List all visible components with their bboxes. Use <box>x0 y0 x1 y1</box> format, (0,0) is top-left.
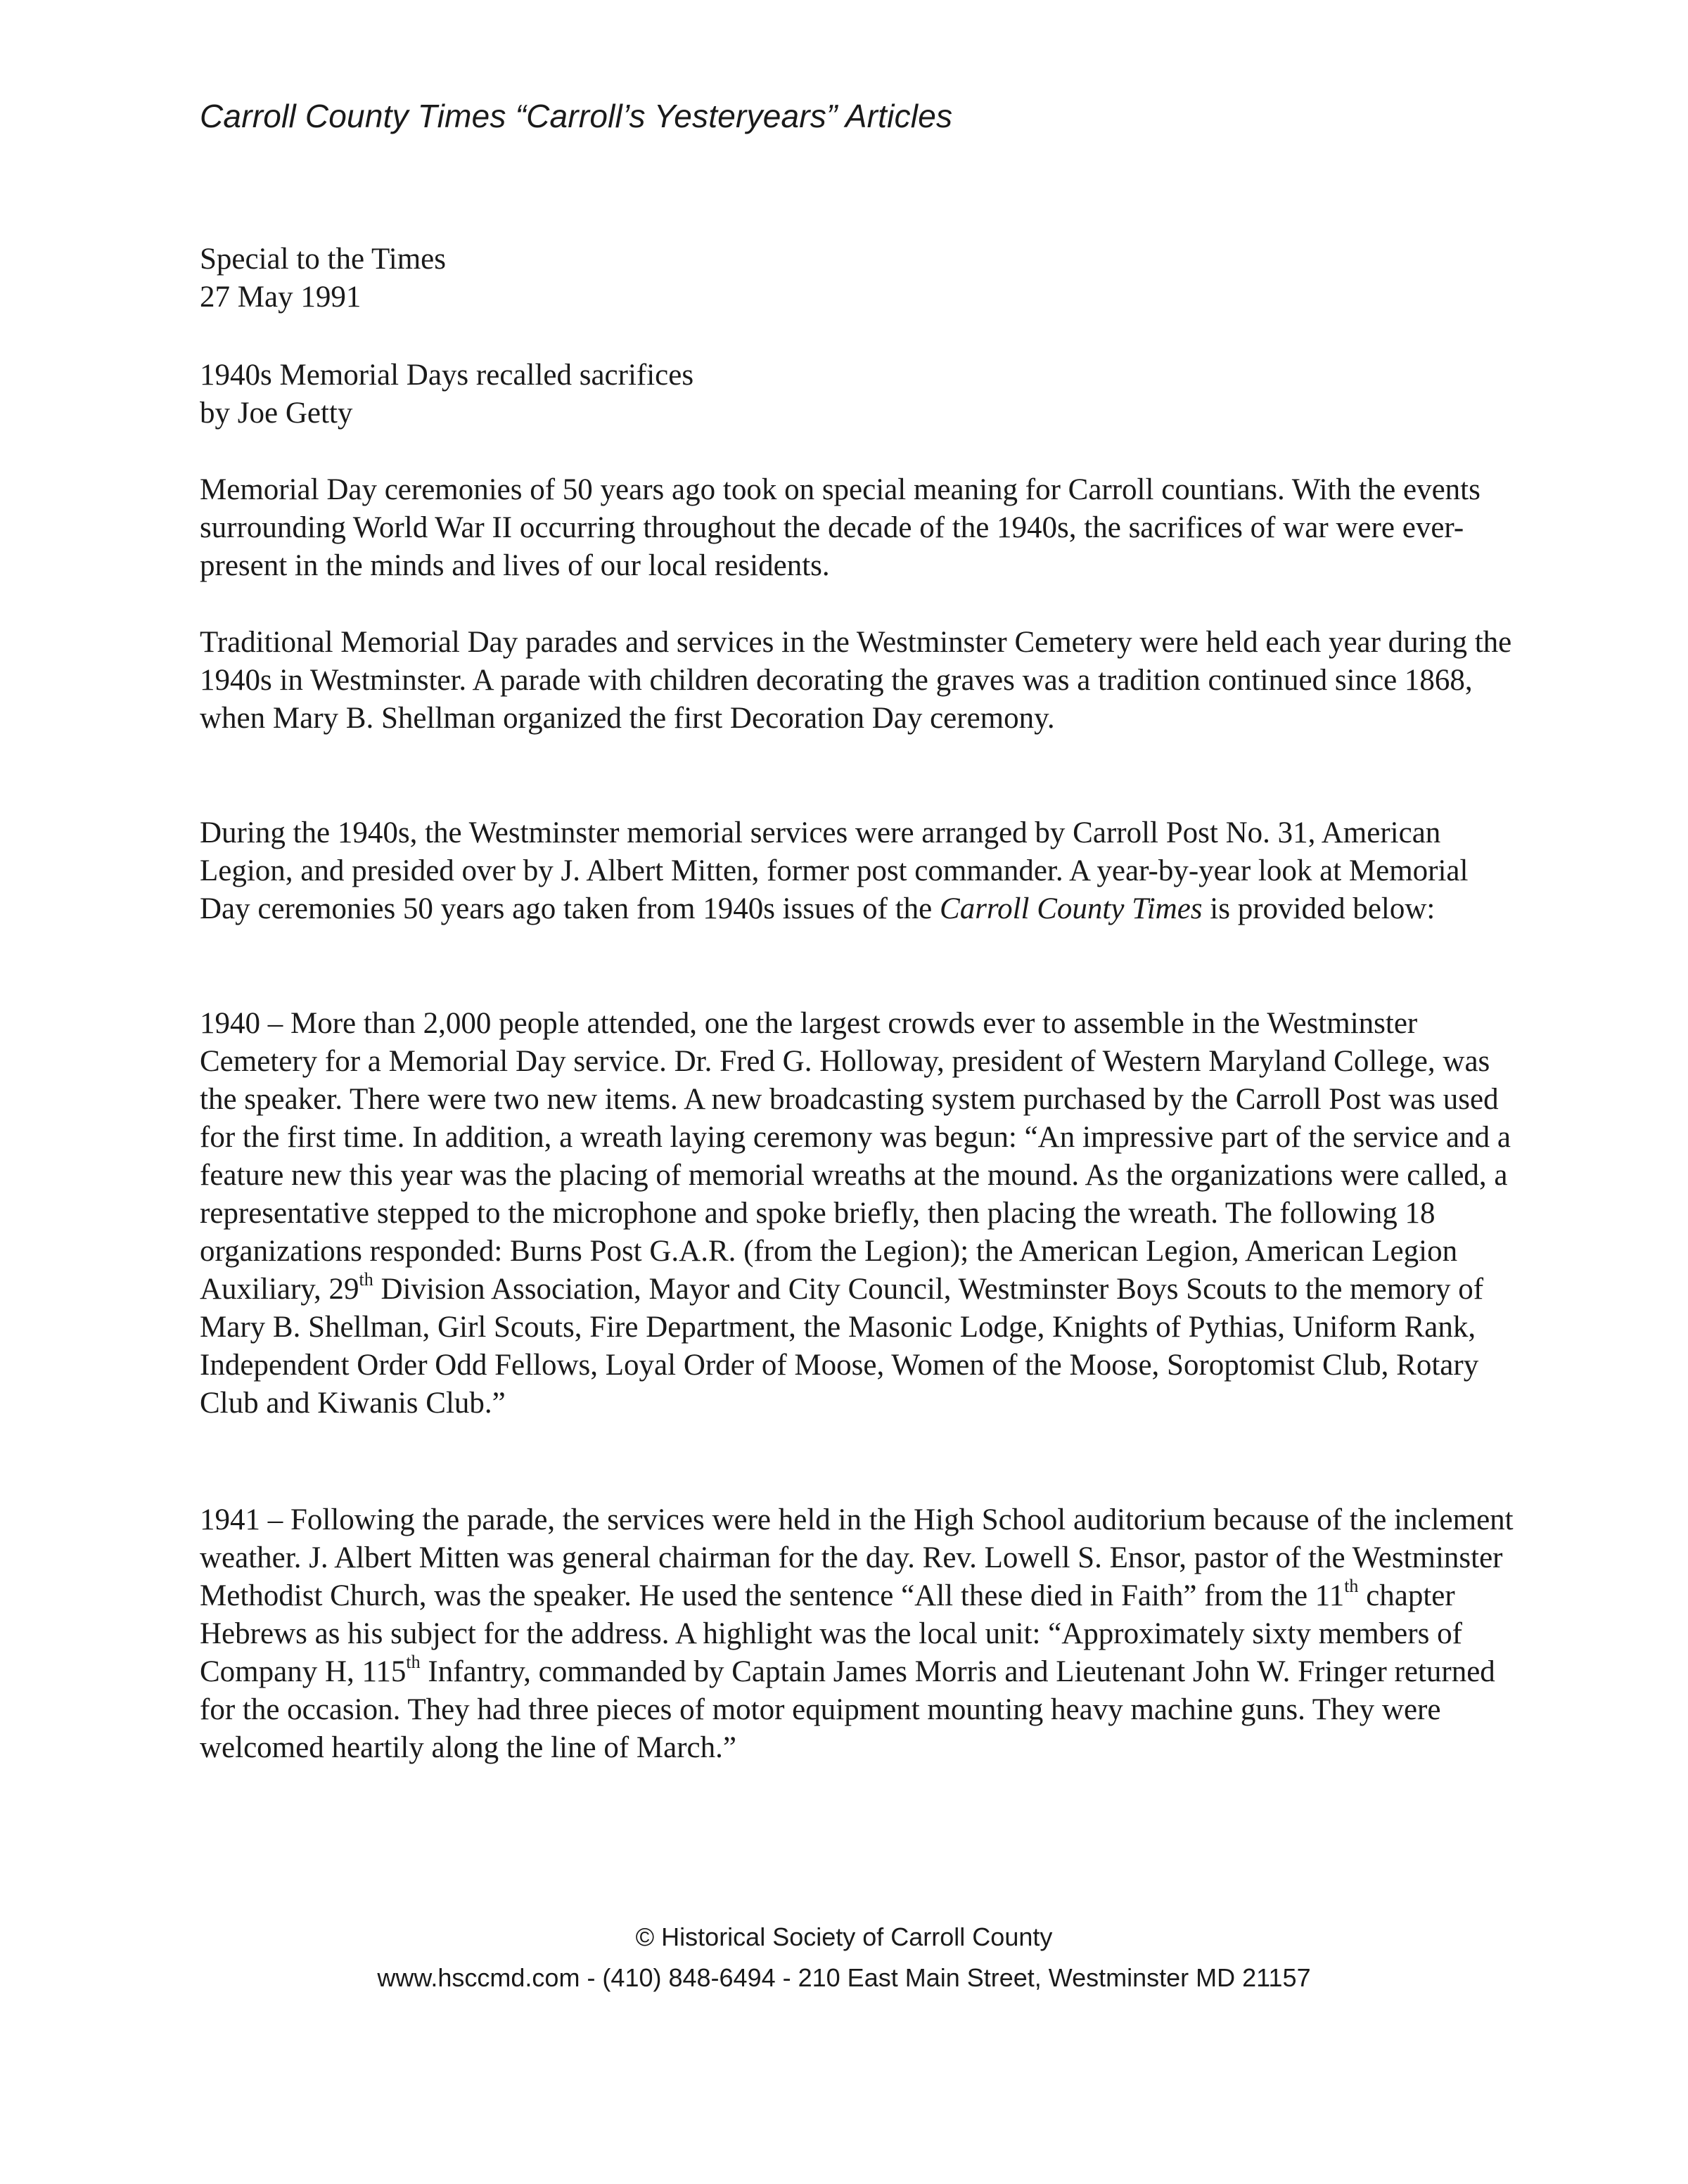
paragraph-text <box>200 1005 1522 1422</box>
article-byline: by Joe Getty <box>200 397 353 430</box>
paragraph-text <box>200 814 1522 928</box>
dateline-block <box>200 240 1522 316</box>
paragraph-text: Traditional Memorial Day parades and services in the Westminster Cemetery were held each year during the 1940s in Westminster. A parade with children decorating the graves was a tradition continued since 1868, when Mary B. Shellman organized the first Decoration Day ceremony. <box>200 626 1512 735</box>
publication-name: Carroll County Times <box>940 892 1203 925</box>
footer-contact: www.hsccmd.com - (410) 848-6494 - 210 East Main Street, Westminster MD 21157 <box>377 1963 1311 1992</box>
paragraph-segment: During the 1940s, the Westminster memorial services were arranged by Carroll Post No. 31, American Legion, and presided over by J. Albert Mitten, former post commander. A year-by-year look at Memorial Day ceremonies 50 years ago taken from 1940s issues of the <box>200 816 1469 925</box>
article-heading-block <box>200 356 1522 432</box>
paragraph-segment: Division Association, Mayor and City Council, Westminster Boys Scouts to the memory of Mary B. Shellman, Girl Scouts, Fire Department, the Masonic Lodge, Knights of Pythias, Uniform Rank, Independent Order Odd Fellows, Loyal Order of Moose, Women of the Moose, Soroptomist Club, Rotary Club and Kiwanis Club.” <box>200 1273 1484 1420</box>
paragraph-text <box>200 1501 1522 1767</box>
article-paragraph-2 <box>200 624 1522 738</box>
ordinal-suffix: th <box>1344 1575 1359 1596</box>
ordinal-suffix: th <box>406 1651 421 1672</box>
article-paragraph-3 <box>200 814 1522 928</box>
article-paragraph-1940 <box>200 1005 1522 1422</box>
paragraph-segment: Infantry, commanded by Captain James Morris and Lieutenant John W. Fringer returned for the occasion. They had three pieces of motor equipment mounting heavy machine guns. They were welcomed heartily along the line of March.” <box>200 1655 1495 1764</box>
article-paragraph-1941 <box>200 1501 1522 1767</box>
paragraph-segment: chapter Hebrews as his subject for the address. A highlight was the local unit: “Approximately sixty members of Company H, 115 <box>200 1579 1462 1688</box>
paragraph-text: Memorial Day ceremonies of 50 years ago took on special meaning for Carroll countians. With the events surrounding World War II occurring throughout the decade of the 1940s, the sacrifices of war were ever-present in the minds and lives of our local residents. <box>200 473 1481 582</box>
ordinal-suffix: th <box>359 1268 373 1290</box>
paragraph-segment: is provided below: <box>1202 892 1436 925</box>
dateline-source: Special to the Times <box>200 243 446 276</box>
article-paragraph-1 <box>200 471 1522 585</box>
paragraph-segment: 1940 – More than 2,000 people attended, one the largest crowds ever to assemble in the Westminster Cemetery for a Memorial Day service. Dr. Fred G. Holloway, president of Western Maryland College, was the speaker. There were two new items. A new broadcasting system purchased by the Carroll Post was used for the first time. In addition, a wreath laying ceremony was begun: “An impressive part of the service and a feature new this year was the placing of memorial wreaths at the mound. As the organizations were called, a representative stepped to the microphone and spoke briefly, then placing the wreath. The following 18 organizations responded: Burns Post G.A.R. (from the Legion); the American Legion, American Legion Auxiliary, 29 <box>200 1007 1511 1306</box>
paragraph-segment: 1941 – Following the parade, the services were held in the High School auditorium because of the inclement weather. J. Albert Mitten was general chairman for the day. Rev. Lowell S. Ensor, pastor of the Westminster Methodist Church, was the speaker. He used the sentence “All these died in Faith” from the 11 <box>200 1503 1514 1612</box>
dateline-date: 27 May 1991 <box>200 281 362 314</box>
article-headline: 1940s Memorial Days recalled sacrifices <box>200 359 694 392</box>
page-header-title: Carroll County Times “Carroll’s Yesteryears” Articles <box>200 98 953 134</box>
footer-copyright: © Historical Society of Carroll County <box>635 1922 1053 1951</box>
